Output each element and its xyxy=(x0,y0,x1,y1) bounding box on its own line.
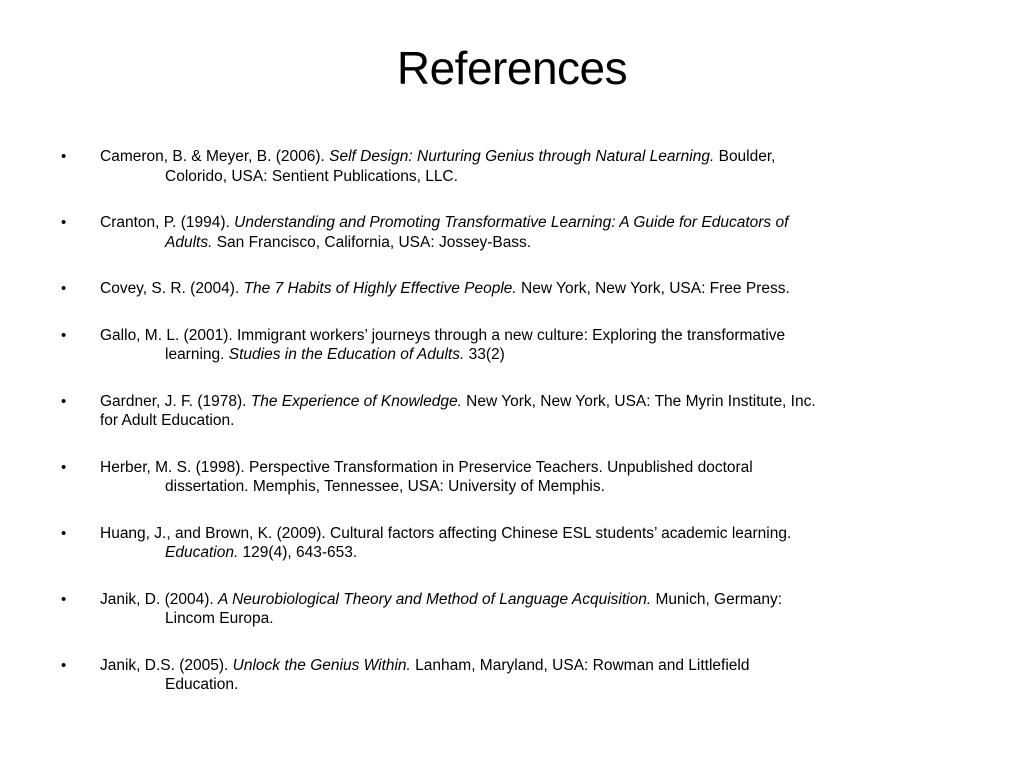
italic-title: Studies in the Education of Adults. xyxy=(228,346,465,363)
text-segment: San Francisco, California, USA: Jossey-Bass. xyxy=(212,233,532,251)
reference-item xyxy=(61,147,951,186)
reference-line-1 xyxy=(100,656,951,676)
text-segment: Gardner, J. F. (1978). xyxy=(100,392,251,410)
text-segment: Janik, D.S. (2005). xyxy=(100,656,233,674)
text-segment: New York, New York, USA: Free Press. xyxy=(516,280,790,297)
text-segment: Huang, J., and Brown, K. (2009). Cultural factors affecting Chinese ESL students’ academic learning. xyxy=(100,524,792,542)
reference-item xyxy=(61,656,951,695)
reference-item xyxy=(61,279,951,299)
text-segment: 33(2) xyxy=(464,346,505,363)
bullet-icon: • xyxy=(61,148,67,165)
reference-line-1 xyxy=(100,279,951,299)
reference-item xyxy=(61,458,951,497)
reference-line-2 xyxy=(100,543,951,563)
text-segment: 129(4), 643-653. xyxy=(238,544,358,561)
text-segment: New York, New York, USA: The Myrin Institute, Inc. xyxy=(461,392,816,410)
reference-line-1 xyxy=(100,458,951,478)
reference-line-2 xyxy=(100,167,951,187)
text-segment: Janik, D. (2004). xyxy=(100,590,219,608)
text-segment: Lincom Europa. xyxy=(165,610,274,627)
reference-item xyxy=(61,326,951,365)
reference-line-1 xyxy=(100,213,951,233)
text-segment: Cameron, B. & Meyer, B. (2006). xyxy=(100,148,330,165)
text-segment: Munich, Germany: xyxy=(651,590,783,608)
bullet-icon: • xyxy=(61,326,67,344)
reference-line-2: for Adult Education. xyxy=(100,412,235,429)
text-segment: Boulder, xyxy=(714,148,776,165)
reference-line-2 xyxy=(100,477,951,497)
bullet-icon: • xyxy=(61,392,67,410)
bullet-icon: • xyxy=(61,214,67,231)
italic-title: Education. xyxy=(165,544,239,561)
reference-line-2 xyxy=(100,675,951,695)
italic-title: A Neurobiological Theory and Method of Language Acquisition. xyxy=(218,590,652,608)
text-segment: Covey, S. R. (2004). xyxy=(100,280,244,297)
reference-item xyxy=(61,392,951,431)
text-segment: Education. xyxy=(165,676,239,693)
italic-title: Unlock the Genius Within. xyxy=(232,656,411,674)
italic-title: Adults. xyxy=(165,233,213,251)
text-segment: Cranton, P. (1994). xyxy=(100,214,235,231)
text-segment: learning. xyxy=(165,346,229,363)
reference-line-2 xyxy=(100,609,951,629)
reference-list xyxy=(61,147,951,695)
reference-line-2 xyxy=(100,345,951,365)
italic-title: The Experience of Knowledge. xyxy=(250,392,462,410)
text-segment: Lanham, Maryland, USA: Rowman and Littlefield xyxy=(410,656,750,674)
bullet-icon: • xyxy=(61,524,67,542)
reference-item xyxy=(61,213,951,252)
reference-line-1 xyxy=(100,590,951,610)
slide-title: References xyxy=(396,42,628,94)
reference-line-2 xyxy=(100,233,951,253)
italic-title: Self Design: Nurturing Genius through Natural Learning. xyxy=(329,148,715,165)
text-segment: Colorido, USA: Sentient Publications, LLC. xyxy=(165,167,458,185)
italic-title: The 7 Habits of Highly Effective People. xyxy=(243,280,517,297)
reference-line-1 xyxy=(100,524,951,544)
bullet-icon: • xyxy=(61,656,67,674)
reference-line-1 xyxy=(100,392,951,412)
bullet-icon: • xyxy=(61,280,67,297)
bullet-icon: • xyxy=(61,590,67,608)
reference-item xyxy=(61,524,951,563)
italic-title: Understanding and Promoting Transformative Learning: A Guide for Educators of xyxy=(234,214,789,231)
text-segment: Gallo, M. L. (2001). Immigrant workers’ journeys through a new culture: Exploring the transformative xyxy=(100,326,786,344)
bullet-icon: • xyxy=(61,458,67,476)
text-segment: Herber, M. S. (1998). Perspective Transformation in Preservice Teachers. Unpublished doctoral xyxy=(100,458,753,476)
reference-line-1 xyxy=(100,326,951,346)
text-segment: dissertation. Memphis, Tennessee, USA: University of Memphis. xyxy=(165,478,605,495)
reference-line-1 xyxy=(100,147,951,167)
reference-item xyxy=(61,590,951,629)
